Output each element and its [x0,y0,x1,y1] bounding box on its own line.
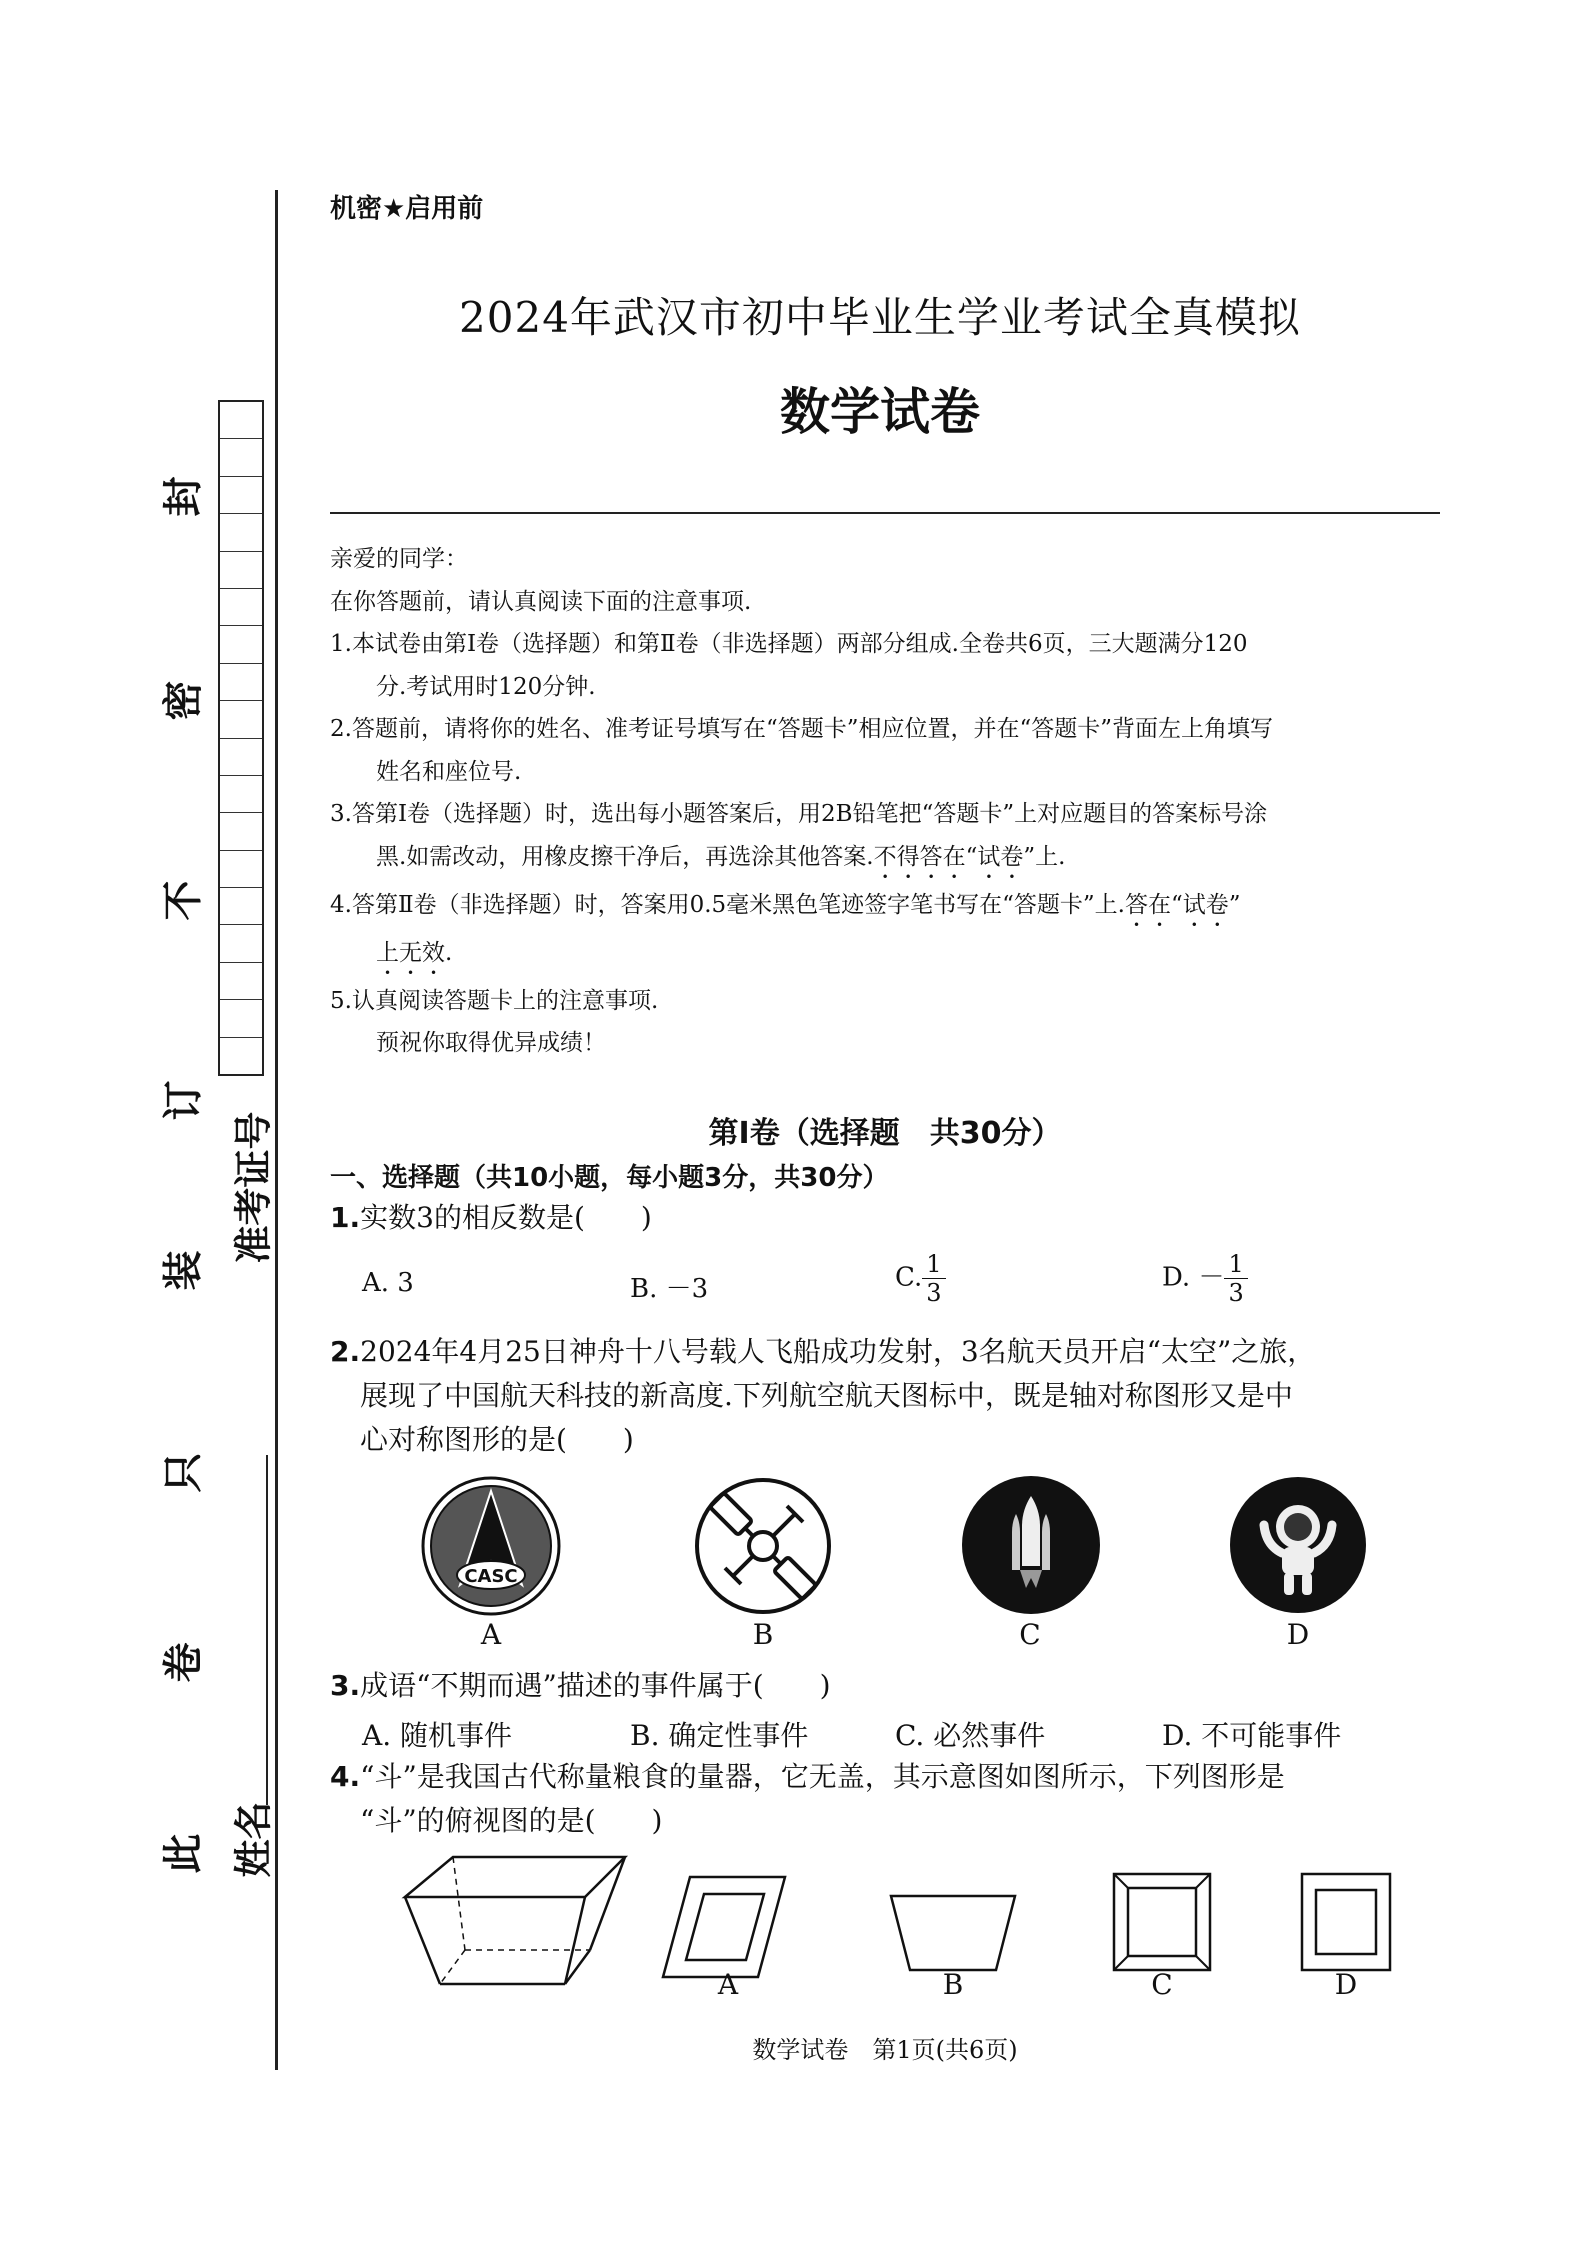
notice-item-4b: 上无效. [376,939,453,966]
name-blank-line[interactable] [266,1455,268,1805]
notice-item-2b: 姓名和座位号. [376,758,522,785]
id-number-label: 准考证号 [231,1111,276,1264]
name-label: 姓名 [231,1801,276,1878]
notice-intro: 在你答题前，请认真阅读下面的注意事项. [330,588,752,615]
q4-figure-b-trapezoid [888,1893,1018,1973]
notice-item-2a: 2.答题前，请将你的姓名、准考证号填写在“答题卡”相应位置，并在“答题卡”背面左上角填写 [330,716,1273,742]
header-divider [330,512,1440,514]
notice-item-1b: 分.考试用时120分钟. [376,673,596,700]
q4-figure-d-nested-square [1300,1872,1392,1972]
subject-title: 数学试卷 [780,382,980,441]
page-footer: 数学试卷 第1页(共6页) [752,2036,1018,2064]
q4-label-c: C [1151,1968,1173,2001]
satellite-logo-icon [693,1476,833,1616]
casc-logo-text: CASC [464,1566,518,1587]
notice-item-1a: 1.本试卷由第Ⅰ卷（选择题）和第Ⅱ卷（非选择题）两部分组成.全卷共6页，三大题满分120 [330,631,1248,657]
seal-char-juan: 卷 [160,1642,207,1683]
section-title: 第Ⅰ卷（选择题 共30分） [708,1116,1062,1151]
q1-option-d: D. － $\frac{1}{3}$ [1162,1250,1248,1307]
q4-label-a: A [717,1968,739,2001]
q1-option-a: A. 3 [362,1268,414,1298]
exam-title: 2024年武汉市初中毕业生学业考试全真模拟 [459,293,1301,342]
question-3: 3.成语“不期而遇”描述的事件属于( ) [330,1669,831,1702]
seal-char-zhi: 只 [160,1452,207,1493]
q4-figure-c-frame-square [1112,1872,1212,1972]
q2-label-b: B [752,1618,774,1651]
q3-option-d: D. 不可能事件 [1162,1719,1342,1752]
question-1: 1.实数3的相反数是( ) [330,1201,652,1234]
notice-item-3a: 3.答第Ⅰ卷（选择题）时，选出每小题答案后，用2B铅笔把“答题卡”上对应题目的答案标号涂 [330,801,1268,827]
seal-char-feng: 封 [160,476,207,517]
notice-block [330,538,1445,1065]
rocket-logo-icon [960,1474,1102,1616]
q2-label-c: C [1019,1618,1041,1651]
astronaut-logo-icon [1228,1475,1368,1615]
q3-option-b: B. 确定性事件 [630,1719,809,1752]
q2-label-a: A [480,1618,502,1651]
notice-item-3b: 黑.如需改动，用橡皮擦干净后，再选涂其他答案.不得答在“试卷”上. [376,843,1066,870]
seal-char-zhuang: 装 [160,1250,207,1291]
q1-option-b: B. －3 [630,1274,709,1304]
question-4: 4.“斗”是我国古代称量粮食的量器，它无盖，其示意图如图所示，下列图形是 “斗”的俯视图的是( ) [330,1760,1285,1837]
seal-char-bu: 不 [160,880,207,921]
id-number-grid[interactable] [218,400,264,1076]
q3-option-c: C. 必然事件 [895,1719,1046,1752]
notice-greeting: 亲爱的同学： [330,546,468,572]
seal-char-ci: 此 [160,1833,207,1874]
q4-label-d: D [1334,1968,1358,2001]
q2-label-d: D [1286,1618,1310,1651]
seal-char-ding: 订 [160,1080,207,1121]
q4-figure-a-parallelogram [660,1872,790,1982]
casc-logo-icon [420,1475,562,1617]
notice-item-5: 5.认真阅读答题卡上的注意事项. [330,987,659,1014]
confidential-mark: 机密★启用前 [330,194,484,224]
dou-3d-figure [400,1852,630,1992]
q4-label-b: B [942,1968,964,2001]
notice-item-4a: 4.答第Ⅱ卷（非选择题）时，答案用0.5毫米黑色笔迹签字笔书写在“答题卡”上.答在“试卷” [330,891,1241,918]
notice-wish: 预祝你取得优异成绩！ [376,1030,606,1056]
question-2: 2.2024年4月25日神舟十八号载人飞船成功发射，3名航天员开启“太空”之旅， 展现了中国航天科技的新高度.下列航空航天图标中，既是轴对称图形又是中 心对称图形的是( ) [330,1335,1316,1456]
q1-option-c: C. $\frac{1}{3}$ [895,1250,946,1307]
seal-char-mi: 密 [160,680,207,721]
q3-option-a: A. 随机事件 [362,1719,513,1752]
section-heading: 一、选择题（共10小题，每小题3分，共30分） [330,1163,889,1193]
